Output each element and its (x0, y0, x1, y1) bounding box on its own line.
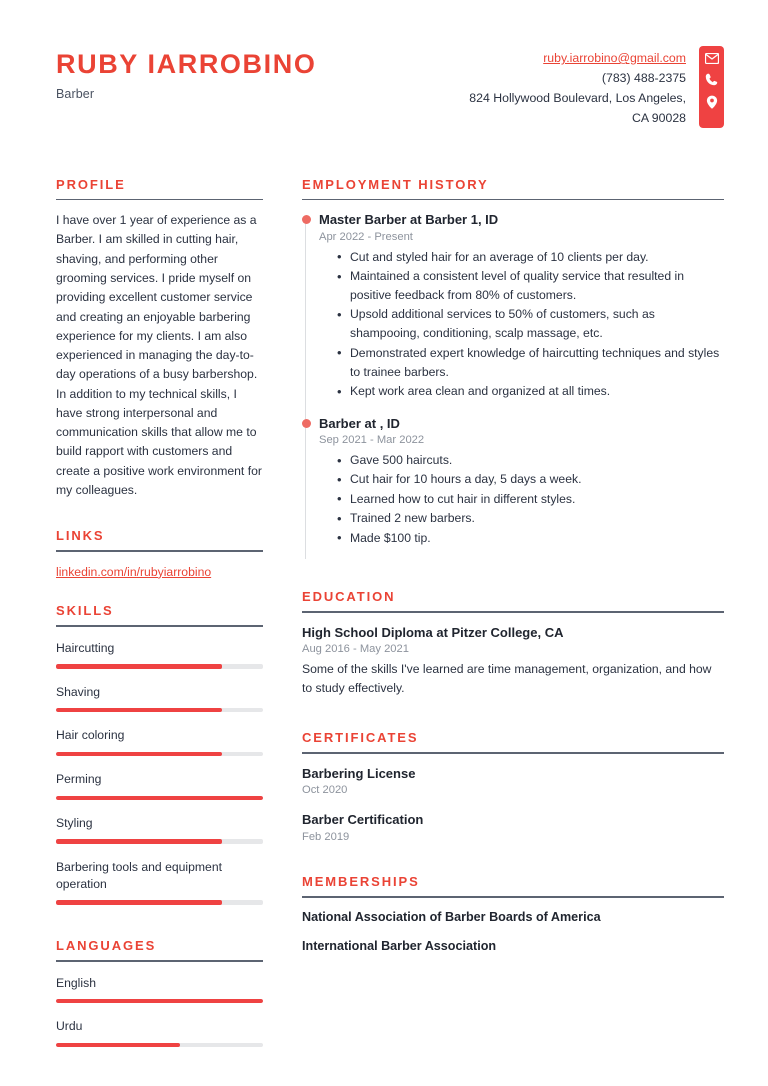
section-languages (56, 938, 263, 1047)
education-title: High School Diploma at Pitzer College, CA (302, 624, 564, 640)
skill-bar-track (56, 708, 263, 713)
job-bullets (319, 246, 724, 402)
contact-email[interactable]: ruby.iarrobino@gmail.com (543, 51, 686, 65)
spacer (302, 858, 724, 874)
skill-label: Hair coloring (56, 728, 125, 743)
skill-item (56, 857, 263, 905)
skill-bar-track (56, 796, 263, 801)
job-bullet: • Learned how to cut hair in different styles. (337, 490, 724, 509)
job-bullet: • Trained 2 new barbers. (337, 509, 724, 528)
employment-timeline (302, 211, 724, 561)
section-title-education: EDUCATION (302, 589, 396, 605)
job-bullets (319, 449, 724, 548)
job-date: Apr 2022 - Present (319, 230, 413, 243)
language-bar-track (56, 1043, 263, 1048)
certificate-title: Barber Certification (302, 812, 424, 828)
profile-text: I have over 1 year of experience as a Barber. I am skilled in cutting hair, shaving, and performing other grooming services. I pride myself on providing excellent customer service and creating an enjoyable barbering experience for my clients. I am also experienced in managing the day-to-day operations of a busy barbershop. In addition to my technical skills, I have strong interpersonal and communication skills that allow me to build rapport with customers and create a positive work environment for my colleagues. (56, 213, 262, 497)
envelope-icon (705, 53, 719, 64)
contact-block (469, 46, 724, 129)
certificate-date: Oct 2020 (302, 784, 348, 797)
skill-label: Styling (56, 816, 93, 830)
column-gap (263, 177, 302, 1061)
skill-bar-track (56, 752, 263, 757)
certificate-item (302, 811, 724, 858)
section-title-employment: EMPLOYMENT HISTORY (302, 176, 489, 192)
certificate-item (302, 765, 724, 812)
contact-address-line1: 824 Hollywood Boulevard, Los Angeles, (469, 90, 686, 105)
job-date: Sep 2021 - Mar 2022 (319, 434, 425, 447)
contact-email-row (469, 49, 686, 69)
location-pin-icon (706, 95, 718, 109)
resume-columns (56, 177, 724, 1061)
employment-item (319, 415, 724, 562)
spacer (56, 918, 263, 938)
membership-item: International Barber Association (302, 939, 497, 954)
language-bar-track (56, 999, 263, 1004)
employment-item (319, 211, 724, 414)
phone-icon (705, 73, 718, 86)
candidate-name: RUBY IARROBINO (56, 49, 317, 79)
language-item (56, 973, 263, 1004)
skill-bar-track (56, 900, 263, 905)
job-bullet: • Demonstrated expert knowledge of haircutting techniques and styles to trainee barbers. (337, 344, 724, 382)
section-certificates (302, 730, 724, 858)
language-label: English (56, 975, 96, 990)
section-title-profile: PROFILE (56, 176, 126, 192)
skill-bar-track (56, 664, 263, 669)
section-skills (56, 603, 263, 905)
membership-item: National Association of Barber Boards of America (302, 909, 601, 924)
skill-bar-fill (56, 796, 263, 801)
education-date: Aug 2016 - May 2021 (302, 643, 409, 656)
contact-icon-bar (699, 46, 724, 128)
spacer (56, 500, 263, 528)
section-employment (302, 177, 724, 561)
skill-item (56, 682, 263, 713)
section-profile (56, 177, 263, 501)
certificate-date: Feb 2019 (302, 830, 350, 843)
spacer (302, 710, 724, 730)
skill-bar-fill (56, 839, 222, 844)
language-bar-fill (56, 1043, 180, 1048)
job-bullet: • Cut and styled hair for an average of 10 clients per day. (337, 248, 724, 267)
skill-label: Haircutting (56, 640, 115, 655)
contact-address-line2: CA 90028 (631, 110, 686, 125)
section-memberships (302, 874, 724, 968)
right-column (302, 177, 724, 1061)
skill-item (56, 725, 263, 756)
skill-bar-fill (56, 708, 222, 713)
identity-block (56, 46, 316, 101)
education-item (302, 624, 724, 711)
section-title-skills: SKILLS (56, 603, 114, 619)
section-education (302, 589, 724, 710)
language-bar-fill (56, 999, 263, 1004)
section-links (56, 528, 263, 581)
certificate-title: Barbering License (302, 765, 416, 781)
candidate-job-title: Barber (56, 86, 95, 101)
section-title-links: LINKS (56, 528, 105, 544)
job-bullet: • Cut hair for 10 hours a day, 5 days a week. (337, 470, 724, 489)
job-bullet: • Kept work area clean and organized at all times. (337, 382, 724, 401)
resume-header (56, 46, 724, 129)
language-label: Urdu (56, 1019, 83, 1034)
left-column (56, 177, 263, 1061)
contact-lines (469, 46, 699, 129)
spacer (56, 581, 263, 603)
skill-label: Perming (56, 772, 102, 787)
skill-item (56, 638, 263, 669)
contact-phone: (783) 488-2375 (601, 70, 686, 85)
job-bullet: • Made $100 tip. (337, 529, 724, 548)
job-bullet: • Maintained a consistent level of quality service that resulted in positive feedback from 80% of customers. (337, 267, 724, 305)
spacer (302, 561, 724, 589)
job-title: Barber at , ID (319, 415, 400, 431)
skill-bar-track (56, 839, 263, 844)
job-bullet: • Upsold additional services to 50% of customers, such as shampooing, conditioning, scalp massage, etc. (337, 305, 724, 343)
language-item (56, 1016, 263, 1047)
skill-label: Shaving (56, 684, 101, 699)
section-title-languages: LANGUAGES (56, 937, 157, 953)
skill-bar-fill (56, 664, 222, 669)
section-title-memberships: MEMBERSHIPS (302, 873, 420, 889)
skill-item (56, 769, 263, 800)
skill-item (56, 813, 263, 844)
job-title: Master Barber at Barber 1, ID (319, 212, 499, 228)
skill-bar-fill (56, 900, 222, 905)
skill-bar-fill (56, 752, 222, 757)
section-title-certificates: CERTIFICATES (302, 730, 419, 746)
education-description: Some of the skills I've learned are time management, organization, and how to study effectively. (302, 662, 712, 696)
link-item[interactable]: linkedin.com/in/rubyiarrobino (56, 564, 212, 579)
skill-label: Barbering tools and equipment operation (56, 859, 222, 892)
job-bullet: • Gave 500 haircuts. (337, 451, 724, 470)
